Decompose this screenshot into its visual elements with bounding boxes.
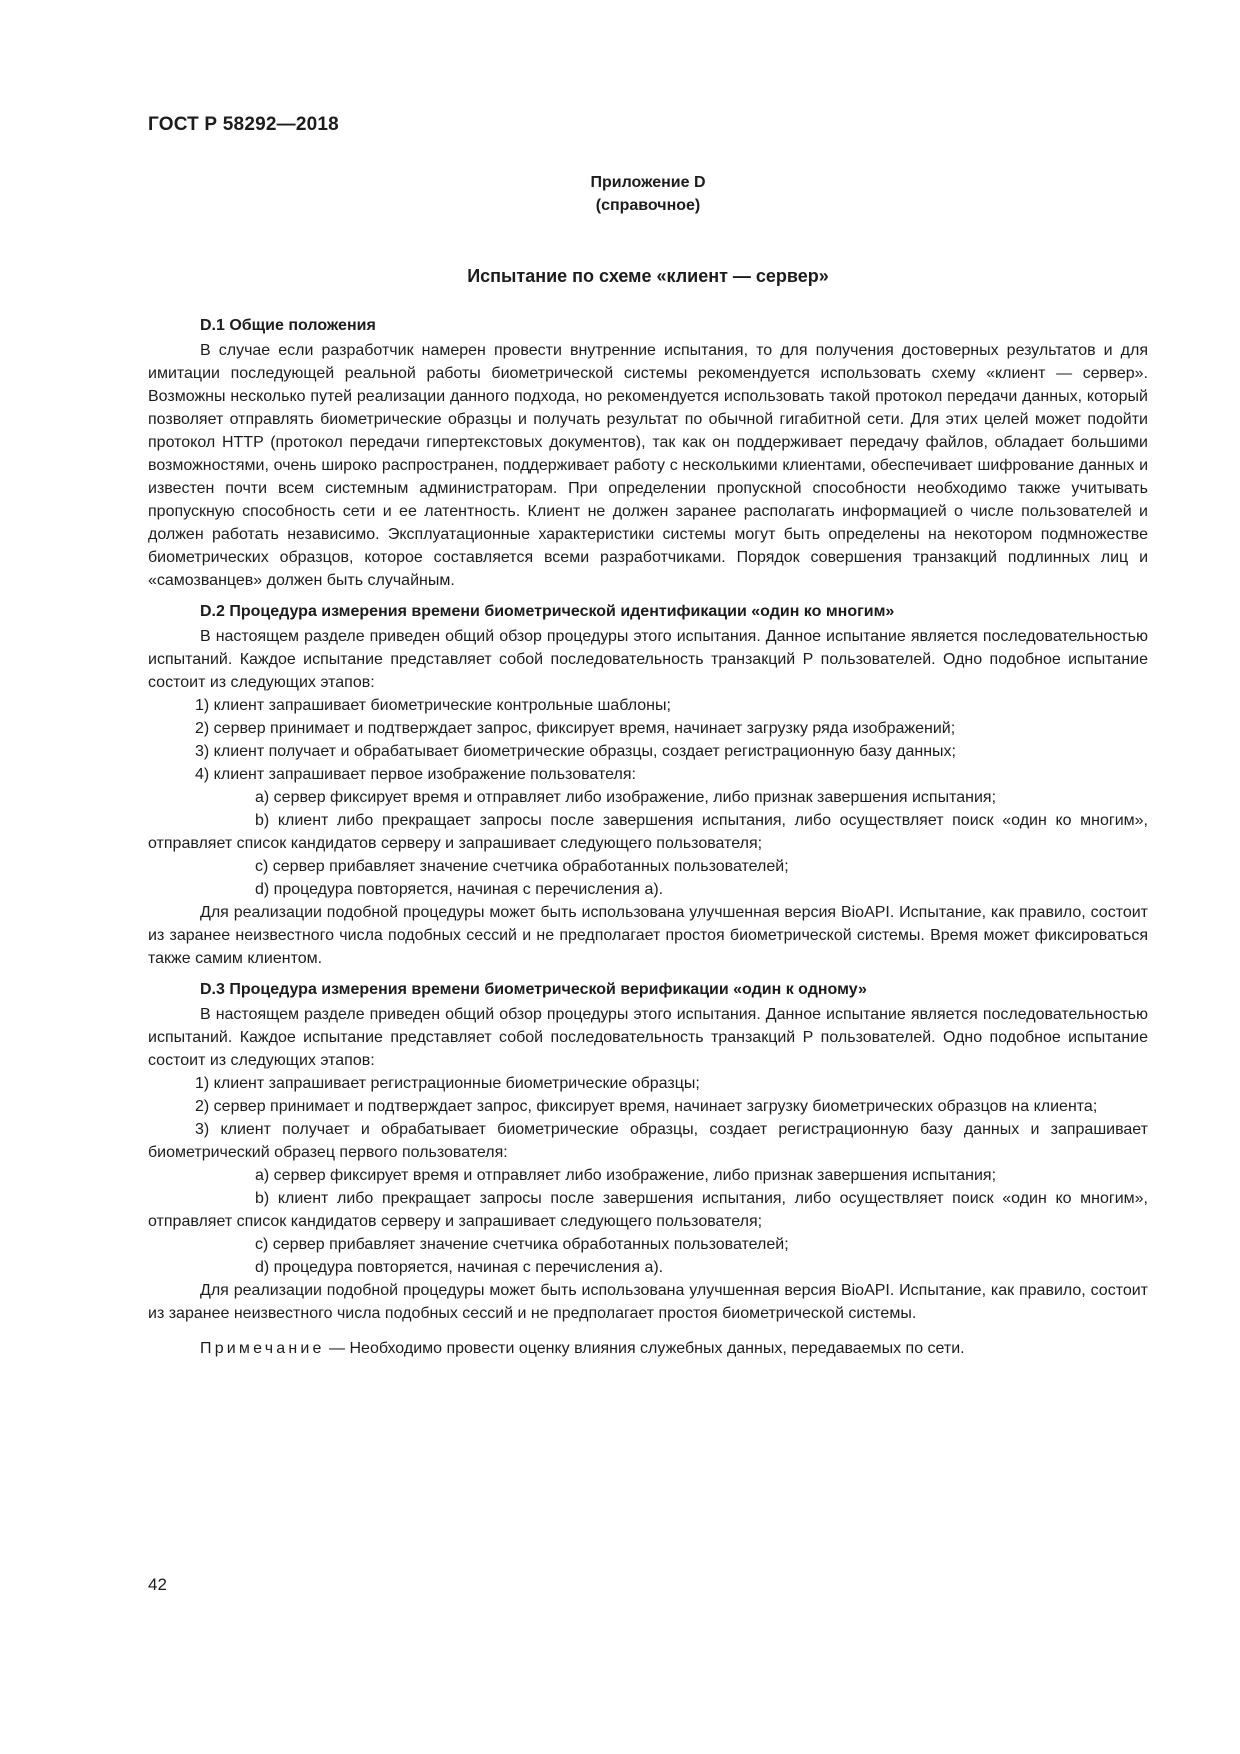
list-item: 1) клиент запрашивает биометрические контрольные шаблоны; — [195, 697, 671, 714]
sub-list-item: d) процедура повторяется, начиная с перечисления a). — [255, 881, 664, 898]
sub-list-item: a) сервер фиксирует время и отправляет либо изображение, либо признак завершения испытания; — [255, 789, 997, 806]
page-number: 42 — [148, 1575, 167, 1594]
section-d3 — [148, 978, 1148, 1325]
sub-list-item: c) сервер прибавляет значение счетчика обработанных пользователей; — [255, 858, 789, 875]
list-item: 2) сервер принимает и подтверждает запрос, фиксирует время, начинает загрузку биометрических образцов на клиента; — [195, 1098, 1098, 1115]
section-heading: D.1 Общие положения — [200, 317, 376, 334]
list-item: 2) сервер принимает и подтверждает запрос, фиксирует время, начинает загрузку ряда изображений; — [195, 720, 956, 737]
standard-code: ГОСТ Р 58292—2018 — [148, 114, 339, 135]
section-heading: D.3 Процедура измерения времени биометрической верификации «один к одному» — [200, 981, 867, 998]
list-item: 1) клиент запрашивает регистрационные биометрические образцы; — [195, 1075, 700, 1092]
document-title: Испытание по схеме «клиент — сервер» — [467, 266, 829, 286]
list-item: 4) клиент запрашивает первое изображение пользователя: — [195, 766, 636, 783]
note-text: Необходимо провести оценку влияния служебных данных, передаваемых по сети. — [349, 1340, 965, 1357]
document-body — [148, 314, 1148, 1360]
note-label: Примечание — [200, 1340, 325, 1357]
sub-list-item: d) процедура повторяется, начиная с перечисления a). — [255, 1259, 664, 1276]
sub-list-item: b) клиент либо прекращает запросы после завершения испытания, либо осуществляет поиск «один ко многим», отправляет список кандидатов серверу и запрашивает следующего пользователя; — [148, 812, 1148, 852]
sub-list-item: a) сервер фиксирует время и отправляет либо изображение, либо признак завершения испытания; — [255, 1167, 997, 1184]
sub-list-item: c) сервер прибавляет значение счетчика обработанных пользователей; — [255, 1236, 789, 1253]
note — [148, 1337, 1148, 1360]
appendix-kind: (справочное) — [595, 197, 701, 214]
list-item: 3) клиент получает и обрабатывает биометрические образцы, создает регистрационную базу данных; — [195, 743, 956, 760]
section-intro: В настоящем разделе приведен общий обзор процедуры этого испытания. Данное испытание является последовательностью испытаний. Каждое испытание представляет собой последовательность транзакций Р пользователей. Одно подобное испытание состоит из следующих этапов: — [148, 628, 1148, 691]
appendix-title: Приложение D — [590, 174, 706, 191]
note-dash: — — [324, 1340, 350, 1357]
list-item: 3) клиент получает и обрабатывает биометрические образцы, создает регистрационную базу данных и запрашивает биометрический образец первого пользователя: — [148, 1121, 1148, 1161]
sub-list-item: b) клиент либо прекращает запросы после завершения испытания, либо осуществляет поиск «один ко многим», отправляет список кандидатов серверу и запрашивает следующего пользователя; — [148, 1190, 1148, 1230]
section-closing: Для реализации подобной процедуры может быть использована улучшенная версия BioAPI. Испытание, как правило, состоит из заранее неизвестного числа подобных сессий и не предполагает простоя биометрической системы. — [148, 1282, 1148, 1322]
section-intro: В настоящем разделе приведен общий обзор процедуры этого испытания. Данное испытание является последовательностью испытаний. Каждое испытание представляет собой последовательность транзакций Р пользователей. Одно подобное испытание состоит из следующих этапов: — [148, 1006, 1148, 1069]
section-paragraph: В случае если разработчик намерен провести внутренние испытания, то для получения достоверных результатов и для имитации последующей реальной работы биометрической системы рекомендуется использовать схему «клиент — сервер». Возможны несколько путей реализации данного подхода, но рекомендуется использовать такой протокол передачи данных, который позволяет отправлять биометрические образцы и получать результат по обычной гигабитной сети. Для этих целей может подойти протокол HTTP (протокол передачи гипертекстовых документов), так как он поддерживает передачу файлов, обладает большими возможностями, очень широко распространен, поддерживает работу с несколькими клиентами, обеспечивает шифрование данных и известен почти всем системным администраторам. При определении пропускной способности необходимо также учитывать пропускную способность сети и ее латентность. Клиент не должен заранее располагать информацией о числе пользователей и должен работать независимо. Эксплуатационные характеристики системы могут быть определены на некотором подмножестве биометрических образцов, которое составляется всеми разработчиками. Порядок совершения транзакций подлинных лиц и «самозванцев» должен быть случайным. — [148, 342, 1148, 589]
section-heading: D.2 Процедура измерения времени биометрической идентификации «один ко многим» — [200, 603, 895, 620]
section-d1 — [148, 314, 1148, 592]
section-d2 — [148, 600, 1148, 970]
section-closing: Для реализации подобной процедуры может быть использована улучшенная версия BioAPI. Испытание, как правило, состоит из заранее неизвестного числа подобных сессий и не предполагает простоя биометрической системы. Время может фиксироваться также самим клиентом. — [148, 904, 1148, 967]
